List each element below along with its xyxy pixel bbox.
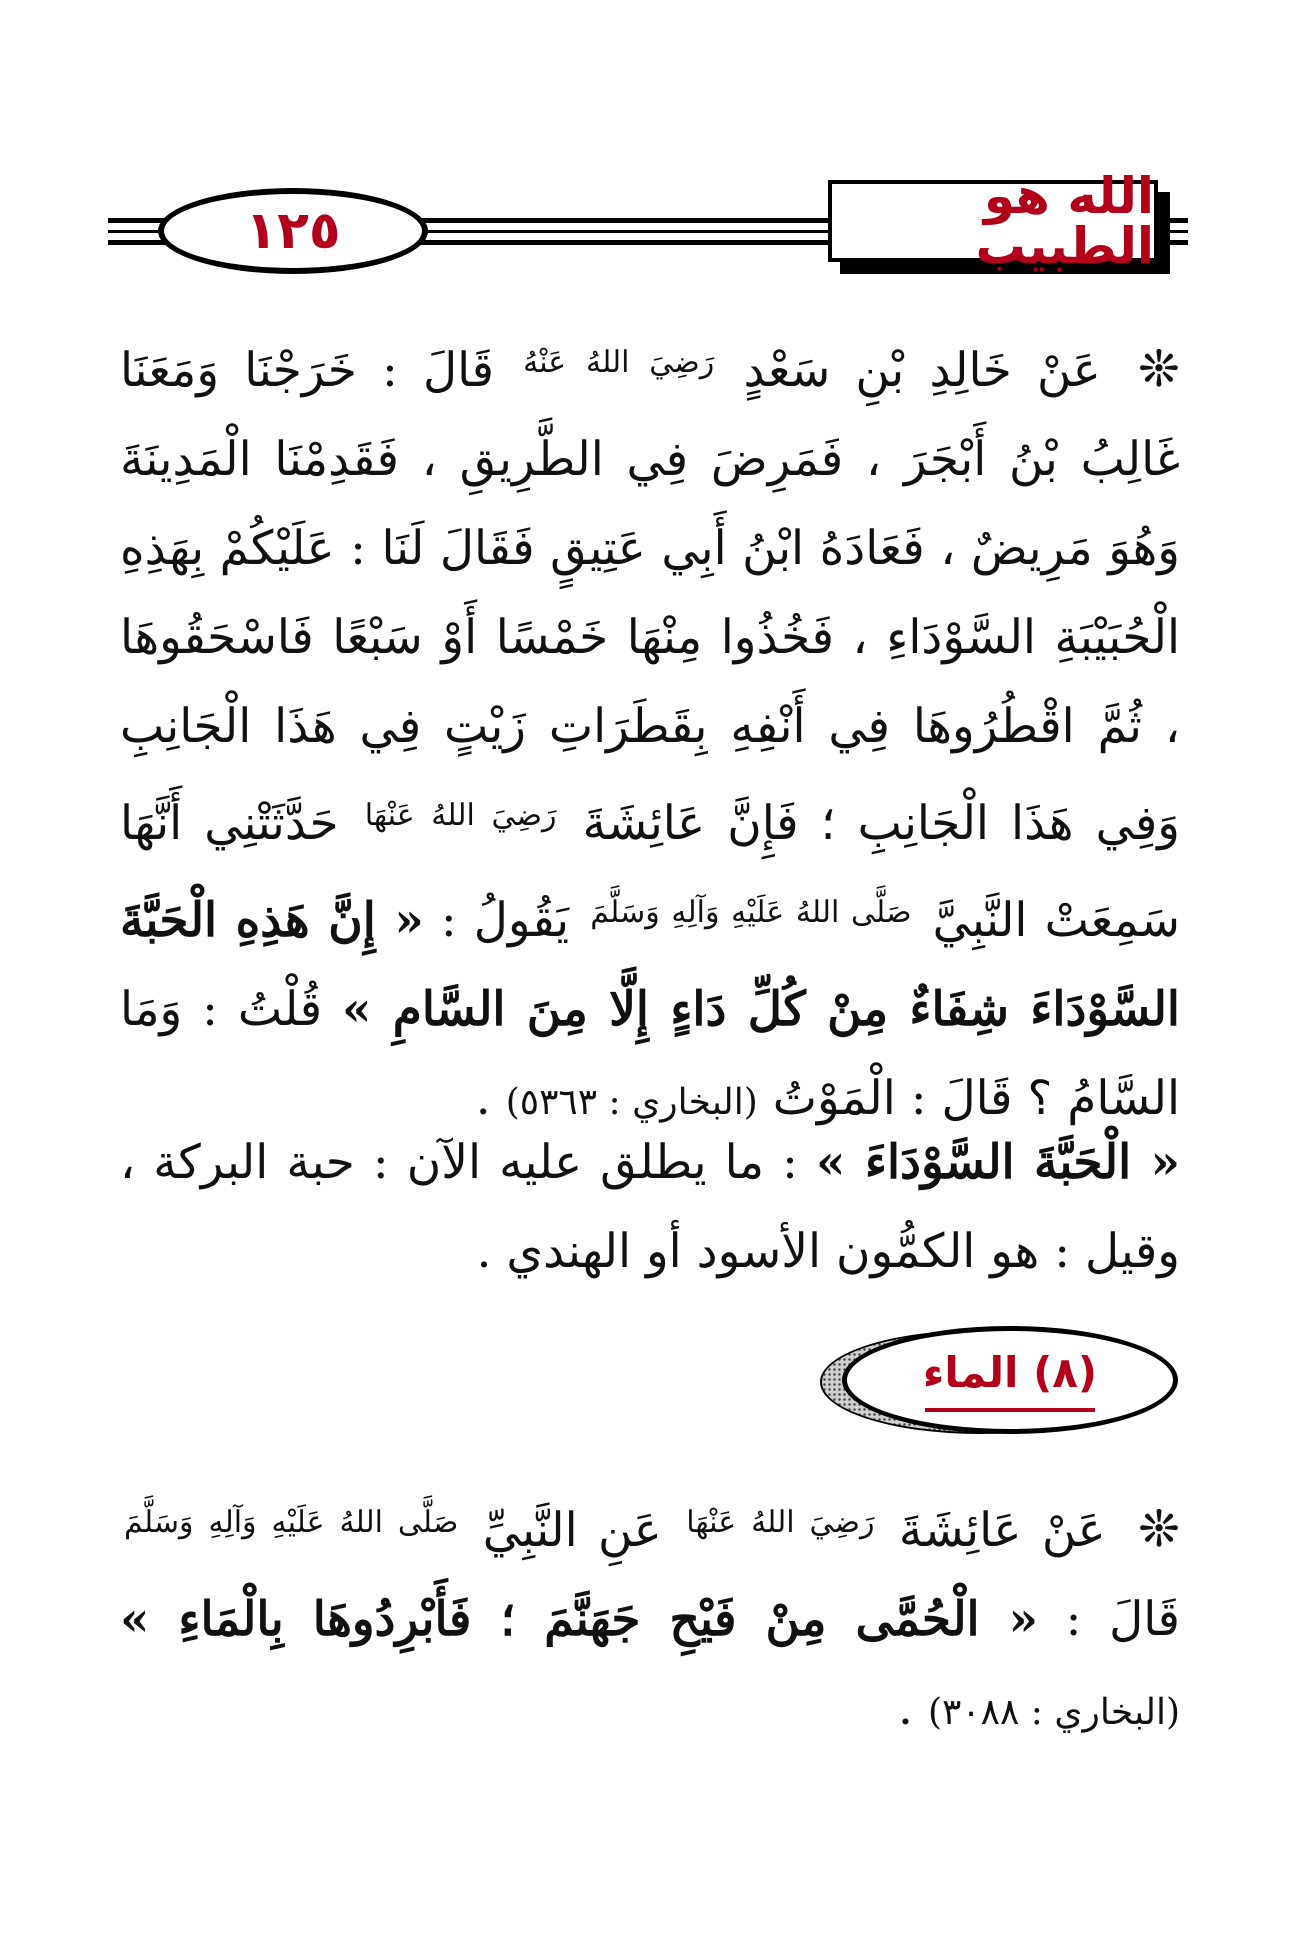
- honorific: صَلَّى اللهُ عَلَيْهِ وَآلِهِ وَسَلَّمَ: [590, 895, 912, 930]
- hadith-text: يَقُولُ :: [440, 893, 570, 948]
- asterism-icon: ❊: [1138, 1500, 1180, 1558]
- page-header: [108, 167, 1188, 288]
- chapter-title: الله هو الطبيب: [975, 167, 1154, 275]
- note-text: : ما يطلق عليه الآن : حبة البركة ، وقيل : هو الكمُّون الأسود أو الهندي .: [120, 1135, 1180, 1279]
- honorific: رَضِيَ اللهُ عَنْهَا: [364, 798, 557, 833]
- page-number-oval: [158, 188, 428, 274]
- hadith-paragraph-1: [120, 318, 1181, 1126]
- chapter-title-box: [828, 167, 1158, 275]
- hadith-reference: (البخاري : ٥٣٦٣): [505, 1082, 758, 1123]
- hadith-reference: (البخاري : ٣٠٨٨): [927, 1692, 1180, 1733]
- asterism-icon: ❊: [1138, 340, 1180, 398]
- hadith-quote: « إِنَّ هَذِهِ الْحَبَّةَ السَّوْدَاءَ شِفَاءٌ مِنْ كُلِّ دَاءٍ إِلَّا مِنَ السَّامِ »: [120, 893, 1180, 1037]
- heading-underline: [925, 1408, 1095, 1412]
- honorific: رَضِيَ اللهُ عَنْهُ: [523, 345, 715, 380]
- page-number: ١٢٥: [245, 201, 341, 261]
- heading-oval: [842, 1326, 1178, 1434]
- end-punctuation: .: [898, 1681, 913, 1736]
- section-heading: [820, 1322, 1180, 1442]
- honorific: رَضِيَ اللهُ عَنْهَا: [686, 1505, 875, 1540]
- hadith-paragraph-2: [120, 1478, 1181, 1736]
- section-title: (٨) الماء: [922, 1348, 1098, 1397]
- explanatory-note: [120, 1118, 1180, 1308]
- hadith-text: قُلْتُ : وَمَا السَّامُ ؟ قَالَ : الْمَوْتُ: [120, 982, 1180, 1126]
- honorific: صَلَّى اللهُ عَلَيْهِ وَآلِهِ وَسَلَّمَ: [124, 1505, 459, 1540]
- hadith-text: حَدَّثَتْنِي أَنَّهَا سَمِعَتْ النَّبِيَّ: [120, 796, 1180, 948]
- hadith-text: عَنْ عَائِشَةَ: [898, 1503, 1106, 1558]
- hadith-text: قَالَ :: [1065, 1592, 1181, 1647]
- hadith-quote: « الْحُمَّى مِنْ فَيْحِ جَهَنَّمَ ؛ فَأَبْرِدُوهَا بِالْمَاءِ »: [120, 1592, 1038, 1647]
- hadith-text: قَالَ : خَرَجْنَا وَمَعَنَا غَالِبُ بْنُ أَبْجَرَ ، فَمَرِضَ فِي الطَّرِيقِ ، فَقَدِمْنَا الْمَدِينَةَ وَهُوَ مَرِيضٌ ، فَعَادَهُ ابْنُ أَبِي عَتِيقٍ فَقَالَ لَنَا : عَلَيْكُمْ بِهَذِهِ الْحُبَيْبَةِ السَّوْدَاءِ ، فَخُذُوا مِنْهَا خَمْسًا أَوْ سَبْعًا فَاسْحَقُوهَا ، ثُمَّ اقْطُرُوهَا فِي أَنْفِهِ بِقَطَرَاتِ زَيْتٍ فِي هَذَا الْجَانِبِ وَفِي هَذَا الْجَانِبِ ؛ فَإِنَّ عَائِشَةَ: [120, 343, 1181, 851]
- hadith-text: عَنِ النَّبِيِّ: [482, 1503, 662, 1558]
- end-punctuation: .: [475, 1071, 491, 1126]
- note-term: « الْحَبَّةَ السَّوْدَاءَ »: [816, 1135, 1180, 1190]
- hadith-text: عَنْ خَالِدِ بْنِ سَعْدٍ: [743, 343, 1101, 398]
